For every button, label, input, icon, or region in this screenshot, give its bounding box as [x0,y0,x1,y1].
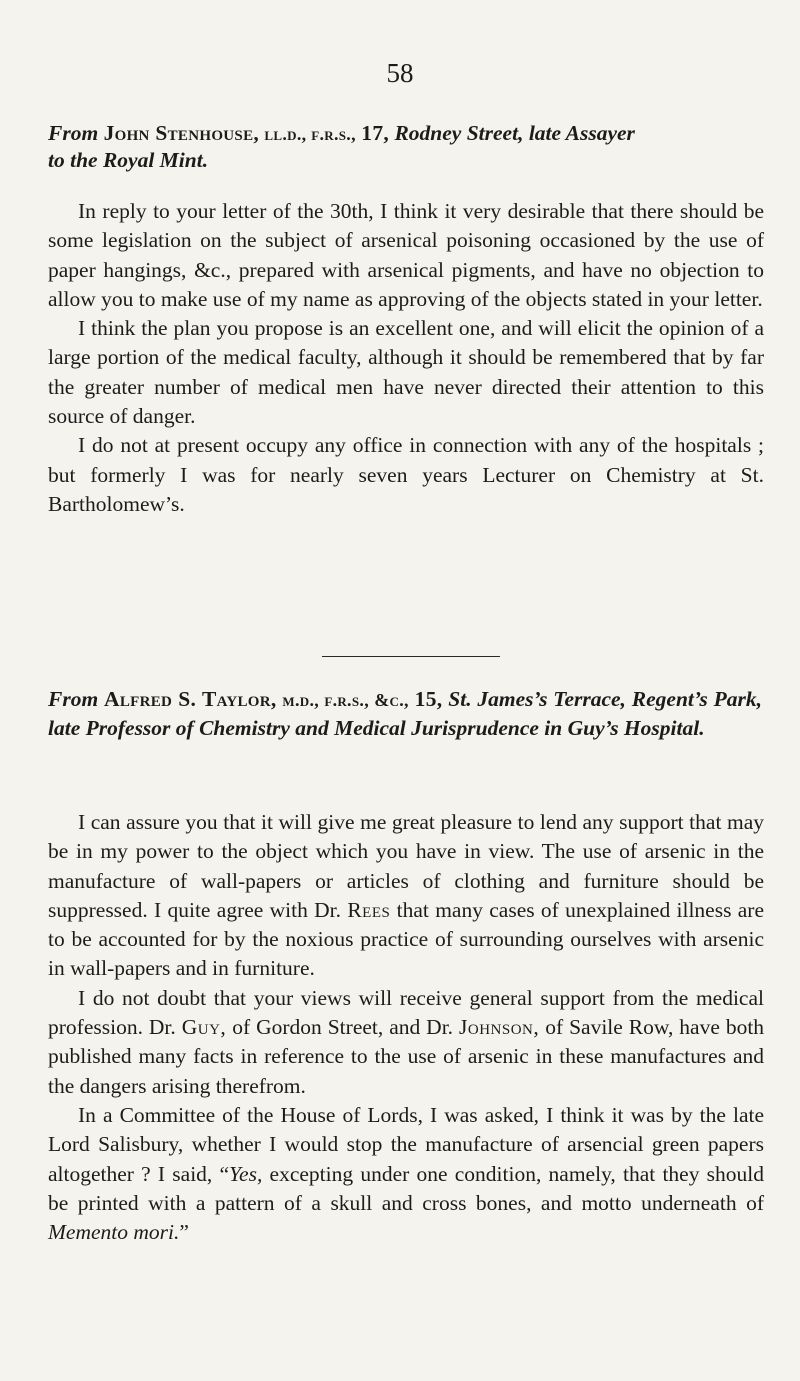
letter2-author: Alfred S. Taylor, [104,687,277,711]
letter2-heading [48,685,762,742]
section-divider [322,656,500,657]
letter1-role: late Assayer [528,121,635,145]
motto: Memento mori. [48,1220,180,1245]
letter2-p2-b: of Gordon Street, and Dr. [232,1015,454,1040]
letter2-degrees: m.d., f.r.s., &c., [282,690,409,710]
name-guy: Guy, [181,1015,227,1040]
letter2-p3-b: excepting under one condition, namely, that they should be printed with a pattern of a skull and cross bones, and motto underneath of [48,1161,765,1215]
name-rees: Rees [347,897,391,922]
letter2-paragraph-1 [48,808,764,984]
letter2-from: From [48,687,99,711]
letter2-p3-close: ” [179,1220,189,1245]
letter2-body [48,808,764,1247]
letter2-p1-end: that many cases of unexplained illness are to be accounted for by the noxious practice of surrounding ourselves with arsenic in wall-papers and in furniture. [48,897,765,981]
letter1-from: From [48,121,99,145]
letter2-p3-a: In a Committee of the House of Lords, I was asked, I think it was by the late Lord Salisbury, whether I would stop the manufacture of arsencial green papers altogether ? I said, “ [48,1102,764,1186]
letter2-park: Regent’s Park, [631,687,763,711]
letter2-p3-yes: Yes, [229,1161,263,1186]
letter1-author: John Stenhouse, [103,121,260,145]
letter2-paragraph-2 [48,984,764,1101]
letter2-p2-c: of Savile Row, have both published many facts in reference to the use of arsenic in these manufactures and the dangers arising therefrom. [48,1015,765,1098]
letter1-paragraph-1: In reply to your letter of the 30th, I think it very desirable that there should be some legislation on the subject of arsenical poisoning occasioned by the use of paper hangings, &c., prepared with arsenical pigments, and have no objection to allow you to make use of my name as approving of the objects stated in your letter. [48,199,764,311]
letter2-paragraph-3 [48,1101,764,1247]
letter1-paragraph-3: I do not at present occupy any office in connection with any of the hospitals ; but formerly I was for nearly seven years Lecturer on Chemistry at St. Bartholomew’s. [48,433,764,516]
letter1-degrees: ll.d., f.r.s., [264,124,356,144]
letter2-address-number: 15, [414,687,443,711]
letter1-street: Rodney Street, [394,121,524,145]
letter1-address-number: 17, [361,121,390,145]
letter1-heading [48,120,762,173]
letter2-role: late Professor of Chemistry and Medical Jurisprudence in Guy’s Hospital. [48,716,705,740]
letter2-p2-a: I do not doubt that your views will receive general support from the medical profession. Dr. [48,985,764,1040]
letter2-p1-text: I can assure you that it will give me great pleasure to lend any support that may be in my power to the object which you have in view. The use of arsenic in the manufacture of wall-papers or articles of clothing and furniture should be suppressed. I quite agree with Dr. [48,810,764,922]
letter1-paragraph-2: I think the plan you propose is an excellent one, and will elicit the opinion of a large portion of the medical faculty, although it should be remembered that by far the greater number of medical men have never directed their attention to this source of danger. [48,316,764,429]
letter2-street: St. James’s Terrace, [448,687,626,711]
name-johnson: Johnson, [459,1015,540,1040]
letter1-body [48,197,764,519]
page-number: 58 [386,58,414,88]
letter1-role-continued: to the Royal Mint. [48,148,209,172]
